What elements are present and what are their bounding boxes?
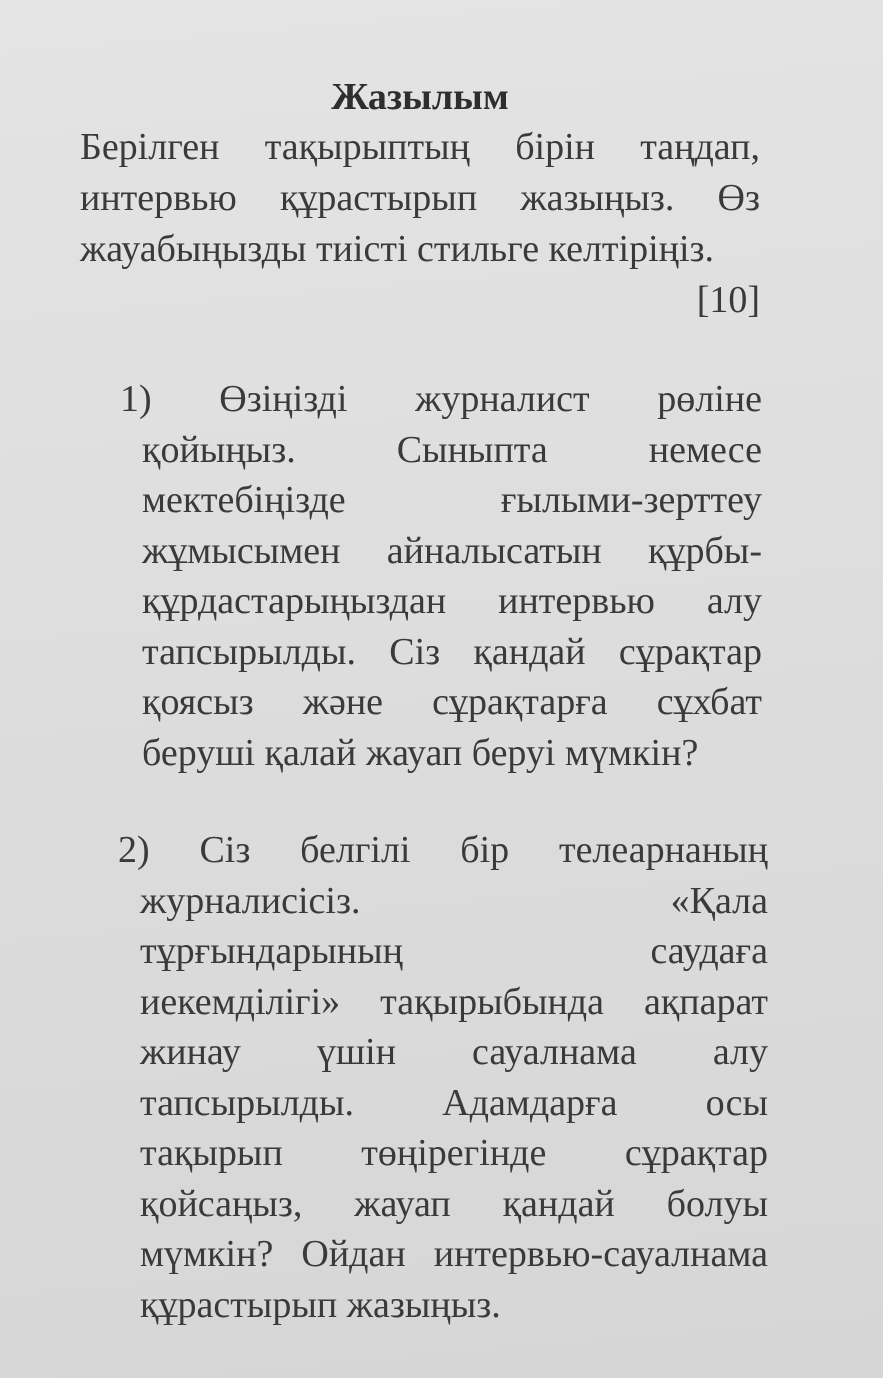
instructions-paragraph [80, 122, 760, 275]
task-2-line: құрастырып жазыңыз. [140, 1283, 501, 1326]
task-1 [120, 374, 762, 778]
instruction-line: Берілген тақырыптың бірін таңдап, [80, 126, 760, 168]
task-1-line: тапсырылды. Сіз қандай сұрақтар [142, 630, 762, 673]
task-2-line: тақырып төңірегінде сұрақтар [140, 1132, 768, 1174]
task-1-line: жұмысымен айналысатын құрбы- [142, 529, 762, 572]
task-2-line: журналисісіз. «Қала [140, 879, 768, 922]
task-2-line: иекемділігі» тақырыбында ақпарат [140, 980, 768, 1023]
instruction-line: интервью құрастырып жазыңыз. Өз [80, 177, 760, 219]
task-1-line: беруші қалай жауап беруі мүмкін? [142, 731, 699, 774]
task-1-line: қоясыз және сұрақтарға сұхбат [142, 681, 762, 723]
task-2-line: жинау үшін сауалнама алу [140, 1031, 768, 1073]
task-2-line: мүмкін? Ойдан интервью-сауалнама [140, 1233, 768, 1275]
task-2-line: тапсырылды. Адамдарға осы [140, 1081, 768, 1124]
instruction-line: жауабыңызды тиісті стильге келтіріңіз. [80, 228, 715, 270]
marks-label: [10] [696, 279, 760, 321]
task-2-line: 2) Сіз белгілі бір телеарнаның [118, 829, 768, 871]
task-2-line: қойсаңыз, жауап қандай болуы [140, 1182, 768, 1225]
task-2 [118, 825, 768, 1330]
task-1-line: 1) Өзіңізді журналист рөліне [120, 378, 762, 420]
task-1-line: құрдастарыңыздан интервью алу [142, 580, 762, 622]
section-title: Жазылым [331, 76, 509, 118]
task-1-line: қойыңыз. Сыныпта немесе [142, 428, 762, 471]
task-1-line: мектебіңізде ғылыми-зерттеу [142, 479, 762, 521]
task-2-line: тұрғындарының саудаға [140, 930, 768, 972]
